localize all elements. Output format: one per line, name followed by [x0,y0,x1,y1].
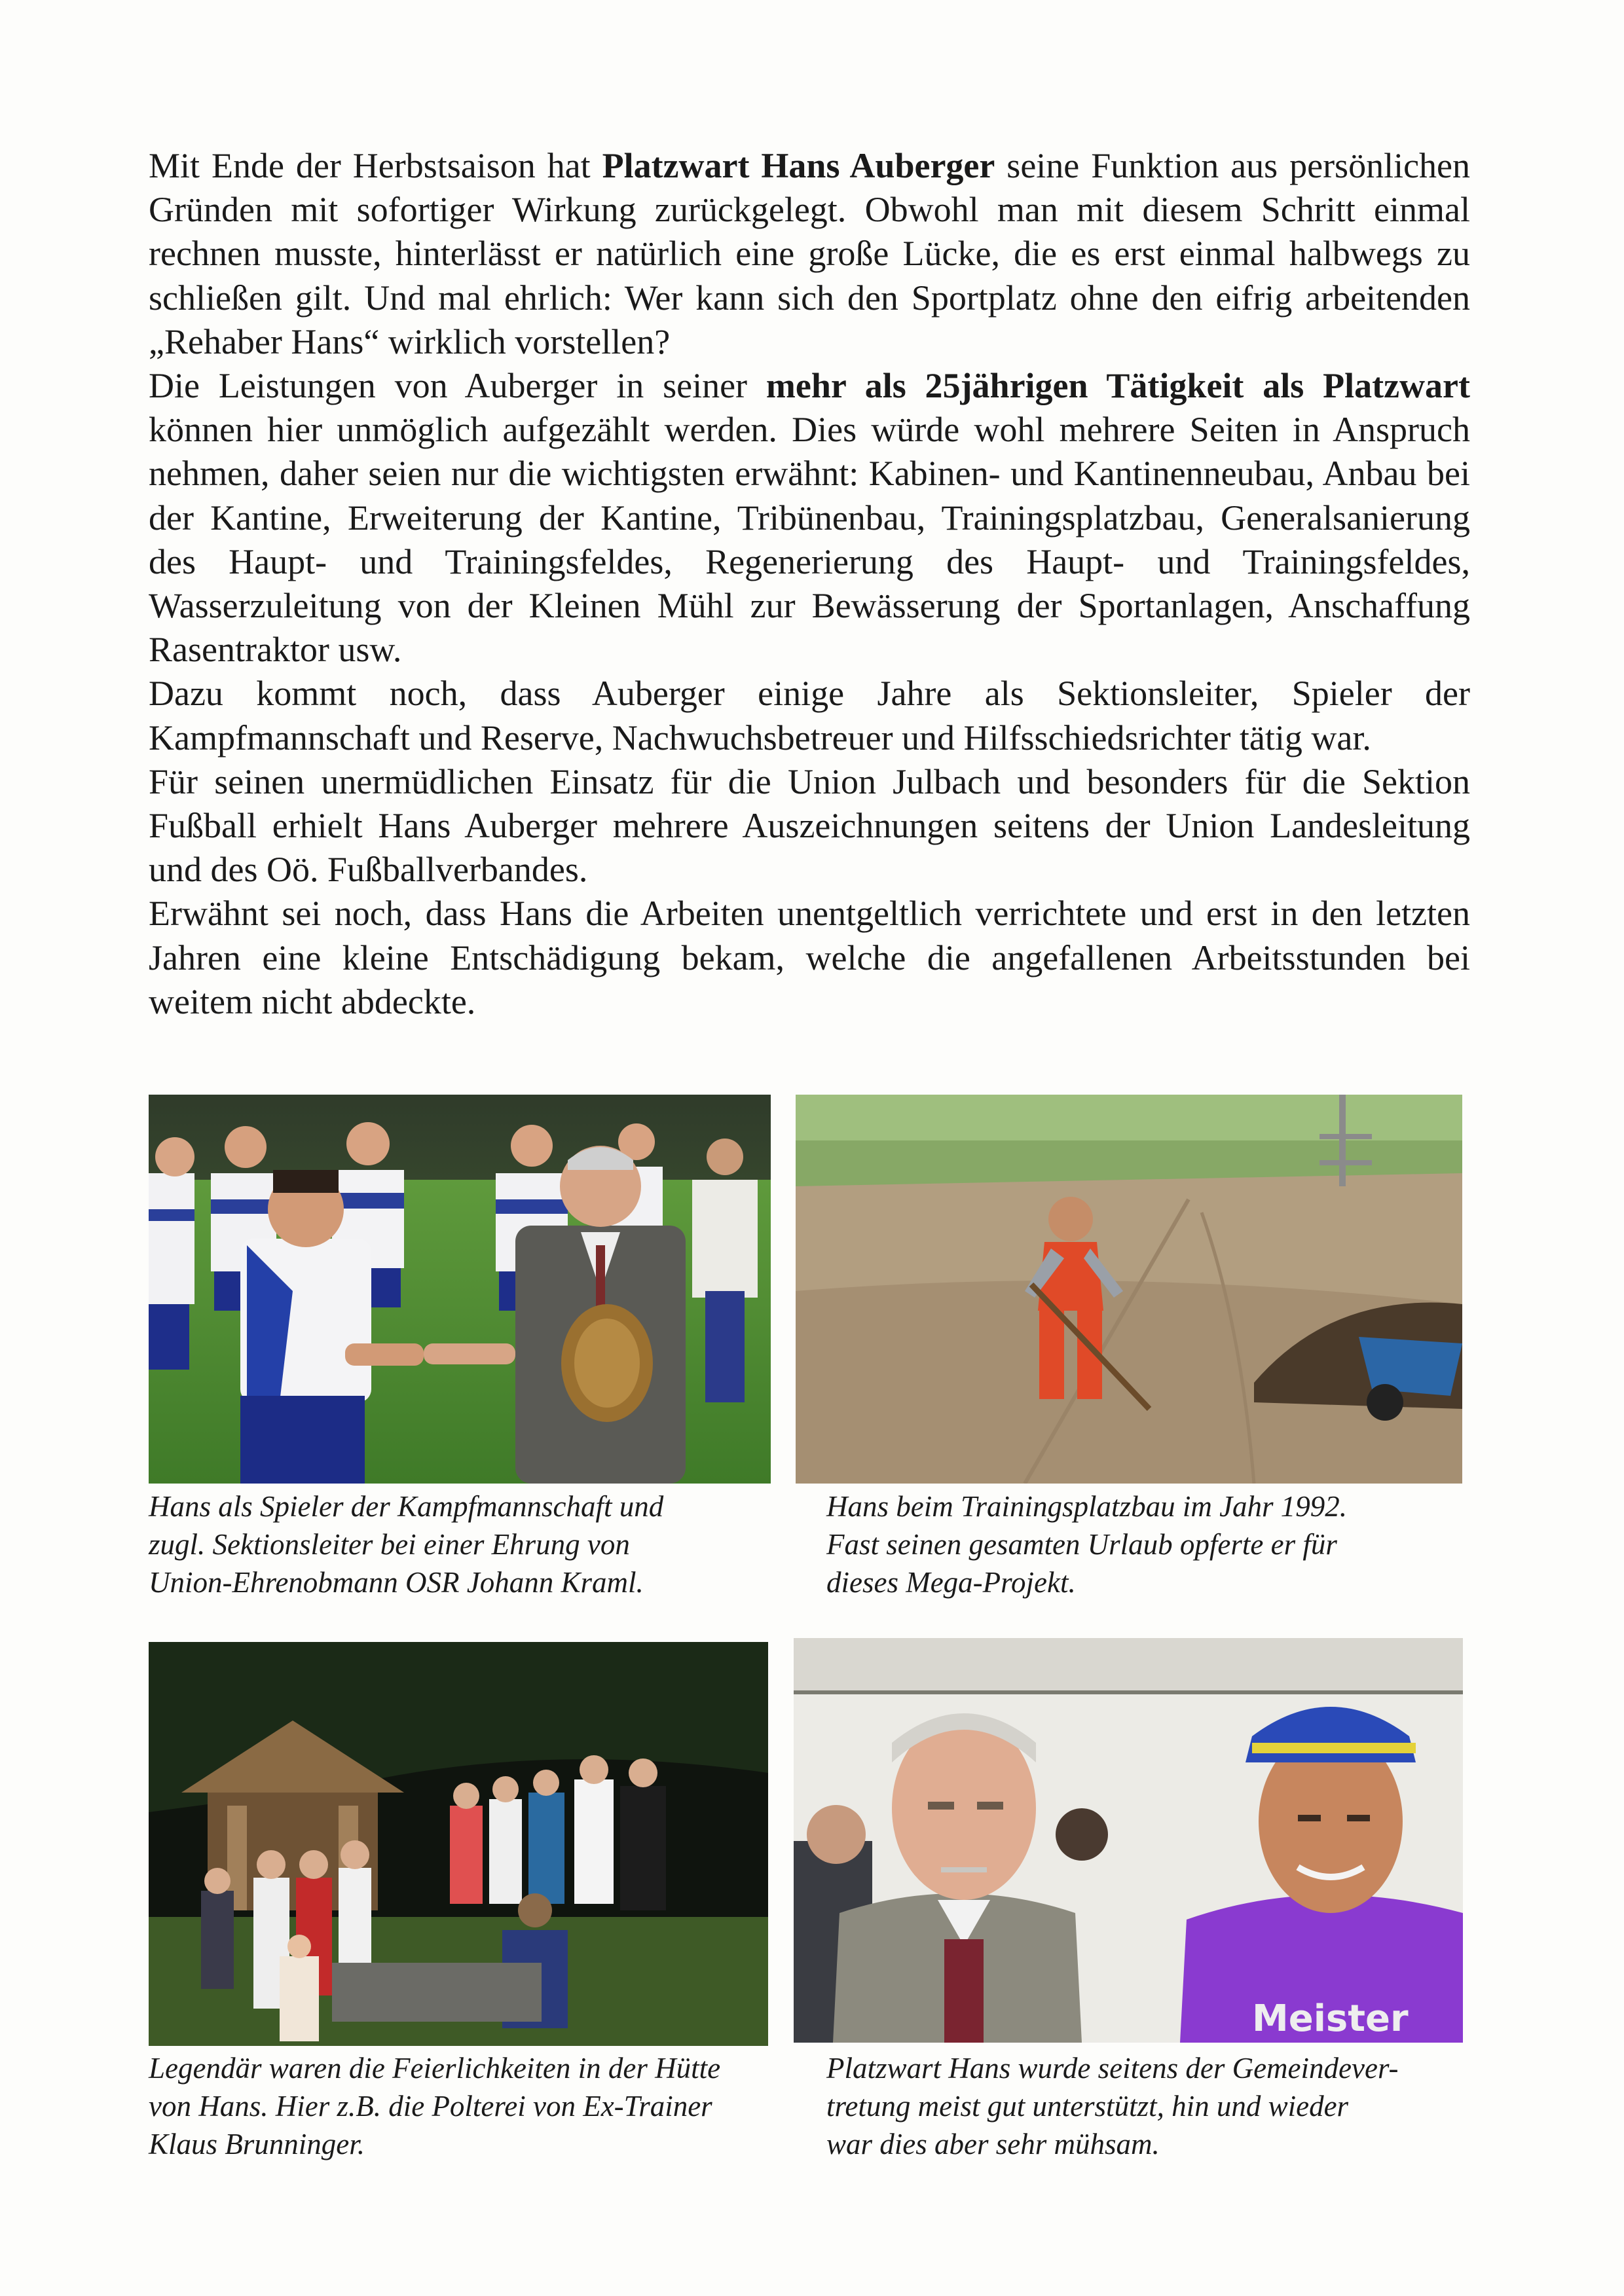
paragraph-4: Für seinen unermüdlichen Einsatz für die Union Julbach und besonders für die Sektion Fußball erhielt Hans Auberger mehrere Auszeichnungen seitens der Union Landesleitung und des Oö. Fußballverbandes. [149,761,1470,890]
photo-hut-celebration [149,1642,768,2046]
caption-line: Hans als Spieler der Kampfmannschaft und [149,1490,664,1523]
caption-line: Klaus Brunninger. [149,2128,365,2160]
paragraph-1-text-b: seine Funktion aus persönlichen Gründen mit sofortiger Wirkung zurückgelegt. Obwohl man mit diesem Schritt einmal rechnen musste, hinterlässt er natürlich eine große Lücke, die es erst einmal halbwegs zu schließen gilt. Und mal ehrlich: Wer kann sich den Sportplatz ohne den eifrig arbeitenden „Rehaber Hans“ wirklich vorstellen? [149,146,1471,361]
caption-line: Hans beim Trainingsplatzbau im Jahr 1992. [826,1490,1348,1523]
caption-line: tretung meist gut unterstützt, hin und wieder [826,2090,1349,2123]
caption-line: Legendär waren die Feierlichkeiten in der Hütte [149,2052,721,2085]
photo-two-men-portrait [794,1638,1463,2043]
caption-line: zugl. Sektionsleiter bei einer Ehrung von [149,1528,630,1561]
photo-training-field-construction [796,1095,1462,1484]
caption-line: von Hans. Hier z.B. die Polterei von Ex-Trainer [149,2090,712,2123]
caption-line: Platzwart Hans wurde seitens der Gemeindever- [826,2052,1399,2085]
caption-hut-celebration [149,2049,790,2163]
caption-two-men-portrait [826,2049,1475,2163]
paragraph-2-text-b: können hier unmöglich aufgezählt werden. Dies würde wohl mehrere Seiten in Anspruch nehmen, daher seien nur die wichtigsten erwähnt: Kabinen- und Kantinenneubau, Anbau bei der Kantine, Erweiterung der Kantine, Tribünenbau, Trainingsplatzbau, Generalsanierung des Haupt- und Trainingsfeldes, Regenerierung des Haupt- und Trainingsfeldes, Wasserzuleitung von der Kleinen Mühl zur Bewässerung der Sportanlagen, Anschaffung Rasentraktor usw. [149,410,1470,670]
paragraph-2-text-a: Die Leistungen von Auberger in seiner [149,366,766,406]
caption-line: Union-Ehrenobmann OSR Johann Kraml. [149,1566,644,1599]
caption-line: war dies aber sehr mühsam. [826,2128,1160,2160]
paragraph-1 [149,144,1470,364]
article-body [149,144,1470,1024]
shirt-lettering: Meister [1252,1997,1409,2040]
paragraph-1-bold: Platzwart Hans Auberger [602,146,995,185]
caption-line: dieses Mega-Projekt. [826,1566,1076,1599]
photo-honoring-ceremony [149,1095,771,1484]
paragraph-1-text-a: Mit Ende der Herbstsaison hat [149,146,602,185]
paragraph-5: Erwähnt sei noch, dass Hans die Arbeiten unentgeltlich verrichtete und erst in den letzten Jahren eine kleine Entschädigung bekam, welche die angefallenen Arbeitsstunden bei weitem nicht abdeckte. [149,894,1470,1021]
caption-line: Fast seinen gesamten Urlaub opferte er für [826,1528,1337,1561]
caption-honoring-ceremony [149,1487,777,1601]
paragraph-2-bold: mehr als 25jährigen Tätigkeit als Platzwart [766,366,1470,406]
caption-training-field-construction [826,1487,1468,1601]
paragraph-3: Dazu kommt noch, dass Auberger einige Jahre als Sektionsleiter, Spieler der Kampfmannschaft und Reserve, Nachwuchsbetreuer und Hilfsschiedsrichter tätig war. [149,674,1470,757]
paragraph-2 [149,364,1470,672]
